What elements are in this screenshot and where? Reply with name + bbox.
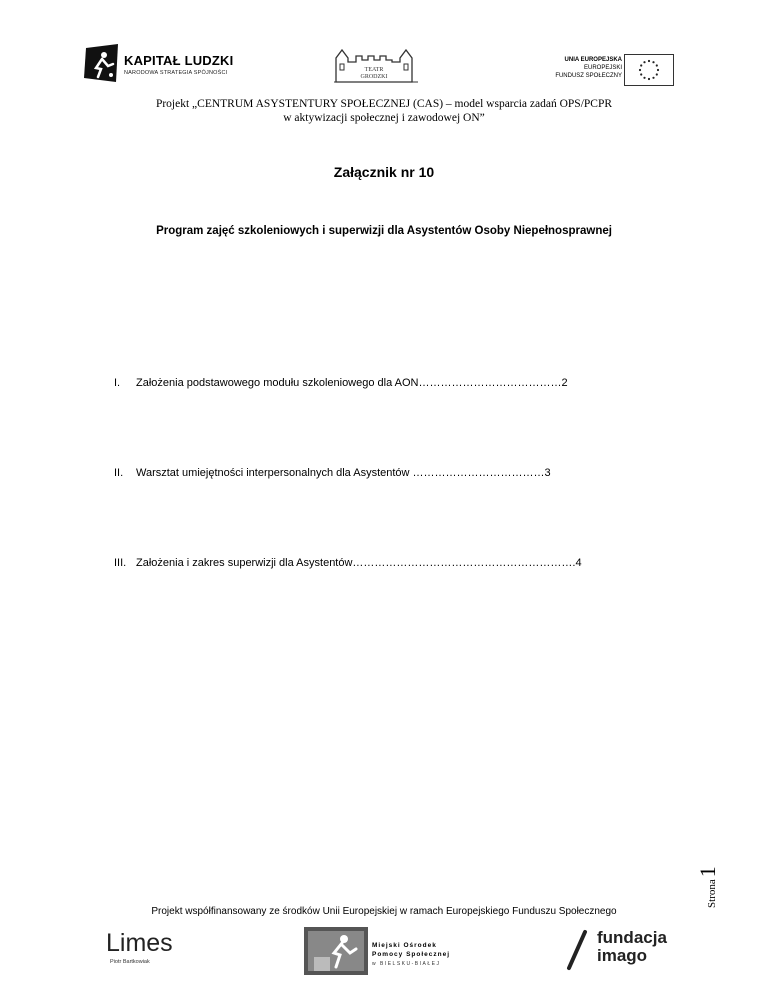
mops-logo [304,927,474,975]
toc-number: I. [114,377,121,389]
footer-cofinancing-note: Projekt współfinansowany ze środków Unii Europejskiej w ramach Europejskiego Funduszu Społecznego [151,906,617,917]
teatr-grodzki-logo [334,44,418,84]
eu-star [652,77,654,79]
page-label-word: Strona [706,879,718,908]
toc-item[interactable] [114,377,568,389]
document-subtitle: Program zajęć szkoleniowych i superwizji dla Asystentów Osoby Niepełnosprawnej [156,225,612,237]
page-number [693,860,723,910]
toc-item[interactable] [114,467,551,479]
project-header-line2: w aktywizacji społecznej i zawodowej ON” [283,112,485,124]
fundacja-text [597,929,667,965]
mops-name [372,941,450,959]
project-header-line1: Projekt „CENTRUM ASYSTENTURY SPOŁECZNEJ (CAS) – model wsparcia zadań OPS/PCPR [155,98,613,110]
eu-star [648,78,650,80]
teatr-text: TEATR [364,67,384,73]
project-header [100,97,668,125]
eu-star [656,73,658,75]
kapital-ludzki-title: KAPITAŁ LUDZKI [124,53,234,68]
eu-line1: UNIA EUROPEJSKA [564,57,622,63]
eu-line2: EUROPEJSKI [583,65,622,71]
fundacja-imago-logo [563,928,693,972]
toc-item[interactable] [114,557,582,569]
mops-line1: Miejski Ośrodek [372,942,437,949]
kapital-ludzki-subtitle: NARODOWA STRATEGIA SPÓJNOŚCI [124,70,228,76]
toc-text: Założenia podstawowego modułu szkoleniowego dla AON…………………………………2 [136,377,568,389]
toc-text: Warsztat umiejętności interpersonalnych dla Asystentów ………………………………3 [136,467,551,479]
limes-name: Limes [106,929,173,957]
eu-star [639,69,641,71]
eu-logo-text [555,56,622,80]
fundacja-line1: fundacja [597,928,667,947]
mops-line2: Pomocy Społecznej [372,951,451,958]
limes-logo [88,925,198,975]
eu-star [640,73,642,75]
document-title: Załącznik nr 10 [333,164,435,180]
slash-icon [563,928,593,972]
grodzki-text: GRODZKI [360,74,388,80]
kapital-ludzki-emblem-icon [84,44,120,84]
eu-star [648,60,650,62]
toc-number: III. [114,557,127,569]
limes-subtitle: Piotr Bartkowiak [110,959,150,965]
eu-logo [540,54,674,86]
mops-city: w BIELSKU-BIAŁEJ [372,961,441,967]
toc-text: Założenia i zakres superwizji dla Asystentów…………………………………………………….4 [136,557,582,569]
fundacja-line2: imago [597,946,648,965]
eu-star [656,64,658,66]
eu-star [657,69,659,71]
eu-star [643,77,645,79]
page-label-number: 1 [695,866,720,878]
kapital-ludzki-logo [84,44,244,86]
eu-stars-icon [625,55,673,85]
toc-number: II. [114,467,124,479]
eu-line3: FUNDUSZ SPOŁECZNY [555,73,622,79]
mops-emblem-icon [304,927,368,975]
eu-star [640,64,642,66]
castle-icon [334,44,418,84]
eu-star [652,61,654,63]
eu-flag-icon [624,54,674,86]
eu-star [643,61,645,63]
